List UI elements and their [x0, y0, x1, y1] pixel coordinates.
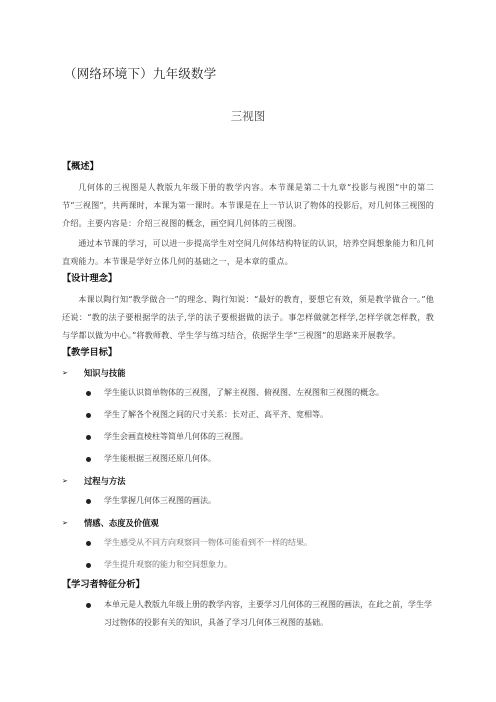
goal-group-knowledge: [62, 364, 434, 382]
bullet-dot-icon: [86, 499, 91, 504]
bullet-dot-icon: [86, 413, 91, 418]
section-heading-overview: 【概述】: [62, 161, 99, 172]
goal-group-title: 过程与方法: [84, 476, 126, 486]
list-item: 学生提升观察的能力和空间想象力。: [62, 556, 434, 574]
goal-list-attitude: [62, 534, 434, 574]
bullet-dot-icon: [86, 391, 91, 396]
goal-group-title: 知识与技能: [84, 368, 126, 378]
list-item: 学生掌握几何体三视图的画法。: [62, 492, 434, 510]
list-item: 学生能认识简单物体的三视图，了解主视图、俯视图、左视图和三视图的概念。: [62, 384, 434, 402]
arrow-bullet-icon: ➢: [62, 369, 68, 377]
overview-paragraph-2: 通过本节课的学习，可以进一步提高学生对空间几何体结构特征的认识，培养空间想象能力和几何直观能力。本节课是学好立体几何的基础之一，是本章的重点。: [62, 238, 434, 266]
section-heading-goals: 【教学目标】: [62, 347, 118, 358]
goal-group-title: 情感、态度及价值观: [84, 518, 159, 528]
section-heading-design: 【设计理念】: [62, 273, 118, 284]
goal-list-process: [62, 492, 434, 510]
learner-list: [62, 596, 434, 632]
bullet-dot-icon: [86, 435, 91, 440]
bullet-dot-icon: [86, 563, 91, 568]
arrow-bullet-icon: ➢: [62, 519, 68, 527]
list-item: 学生了解各个视图之间的尺寸关系：长对正、高平齐、宽相等。: [62, 406, 434, 424]
list-item: 本单元是人教版九年级上册的教学内容，主要学习几何体的三视图的画法，在此之前，学生学习过物体的投影有关的知识，具备了学习几何体三视图的基础。: [62, 596, 434, 632]
arrow-bullet-icon: ➢: [62, 477, 68, 485]
design-paragraph-1: 本课以陶行知“教学做合一”的理念、陶行知说：“最好的教育，要想它有效，须是教学做合一。”他还说：“教的法子要根据学的法子,学的法子要根据做的法子。事怎样做就怎样学,怎样学就怎样教，教与学都以做为中心。”将教师教、学生学与练习结合，依据学生学“三视图”的思路来开展教学。: [62, 294, 434, 340]
chapter-title: 三视图: [230, 109, 266, 123]
bullet-dot-icon: [86, 541, 91, 546]
list-item: 学生会画直棱柱等简单几何体的三视图。: [62, 428, 434, 446]
goal-list-knowledge: [62, 384, 434, 468]
bullet-dot-icon: [86, 603, 91, 608]
document-title: （网络环境下）九年级数学: [64, 66, 217, 81]
list-item: 学生能根据三视图还原几何体。: [62, 450, 434, 468]
bullet-dot-icon: [86, 457, 91, 462]
overview-paragraph-1: 几何体的三视图是人教版九年级下册的教学内容。本节课是第二十九章“投影与视图”中的第二节“三视图”，共两课时，本课为第一课时。本节课是在上一节认识了物体的投影后，对几何体三视图的介绍。主要内容是：介绍三视图的概念，画空间几何体的三视图。: [62, 182, 434, 228]
list-item: 学生感受从不同方向观察同一物体可能看到不一样的结果。: [62, 534, 434, 552]
goal-group-process: [62, 472, 434, 490]
section-heading-learners: 【学习者特征分析】: [62, 579, 145, 590]
goal-group-attitude: [62, 514, 434, 532]
